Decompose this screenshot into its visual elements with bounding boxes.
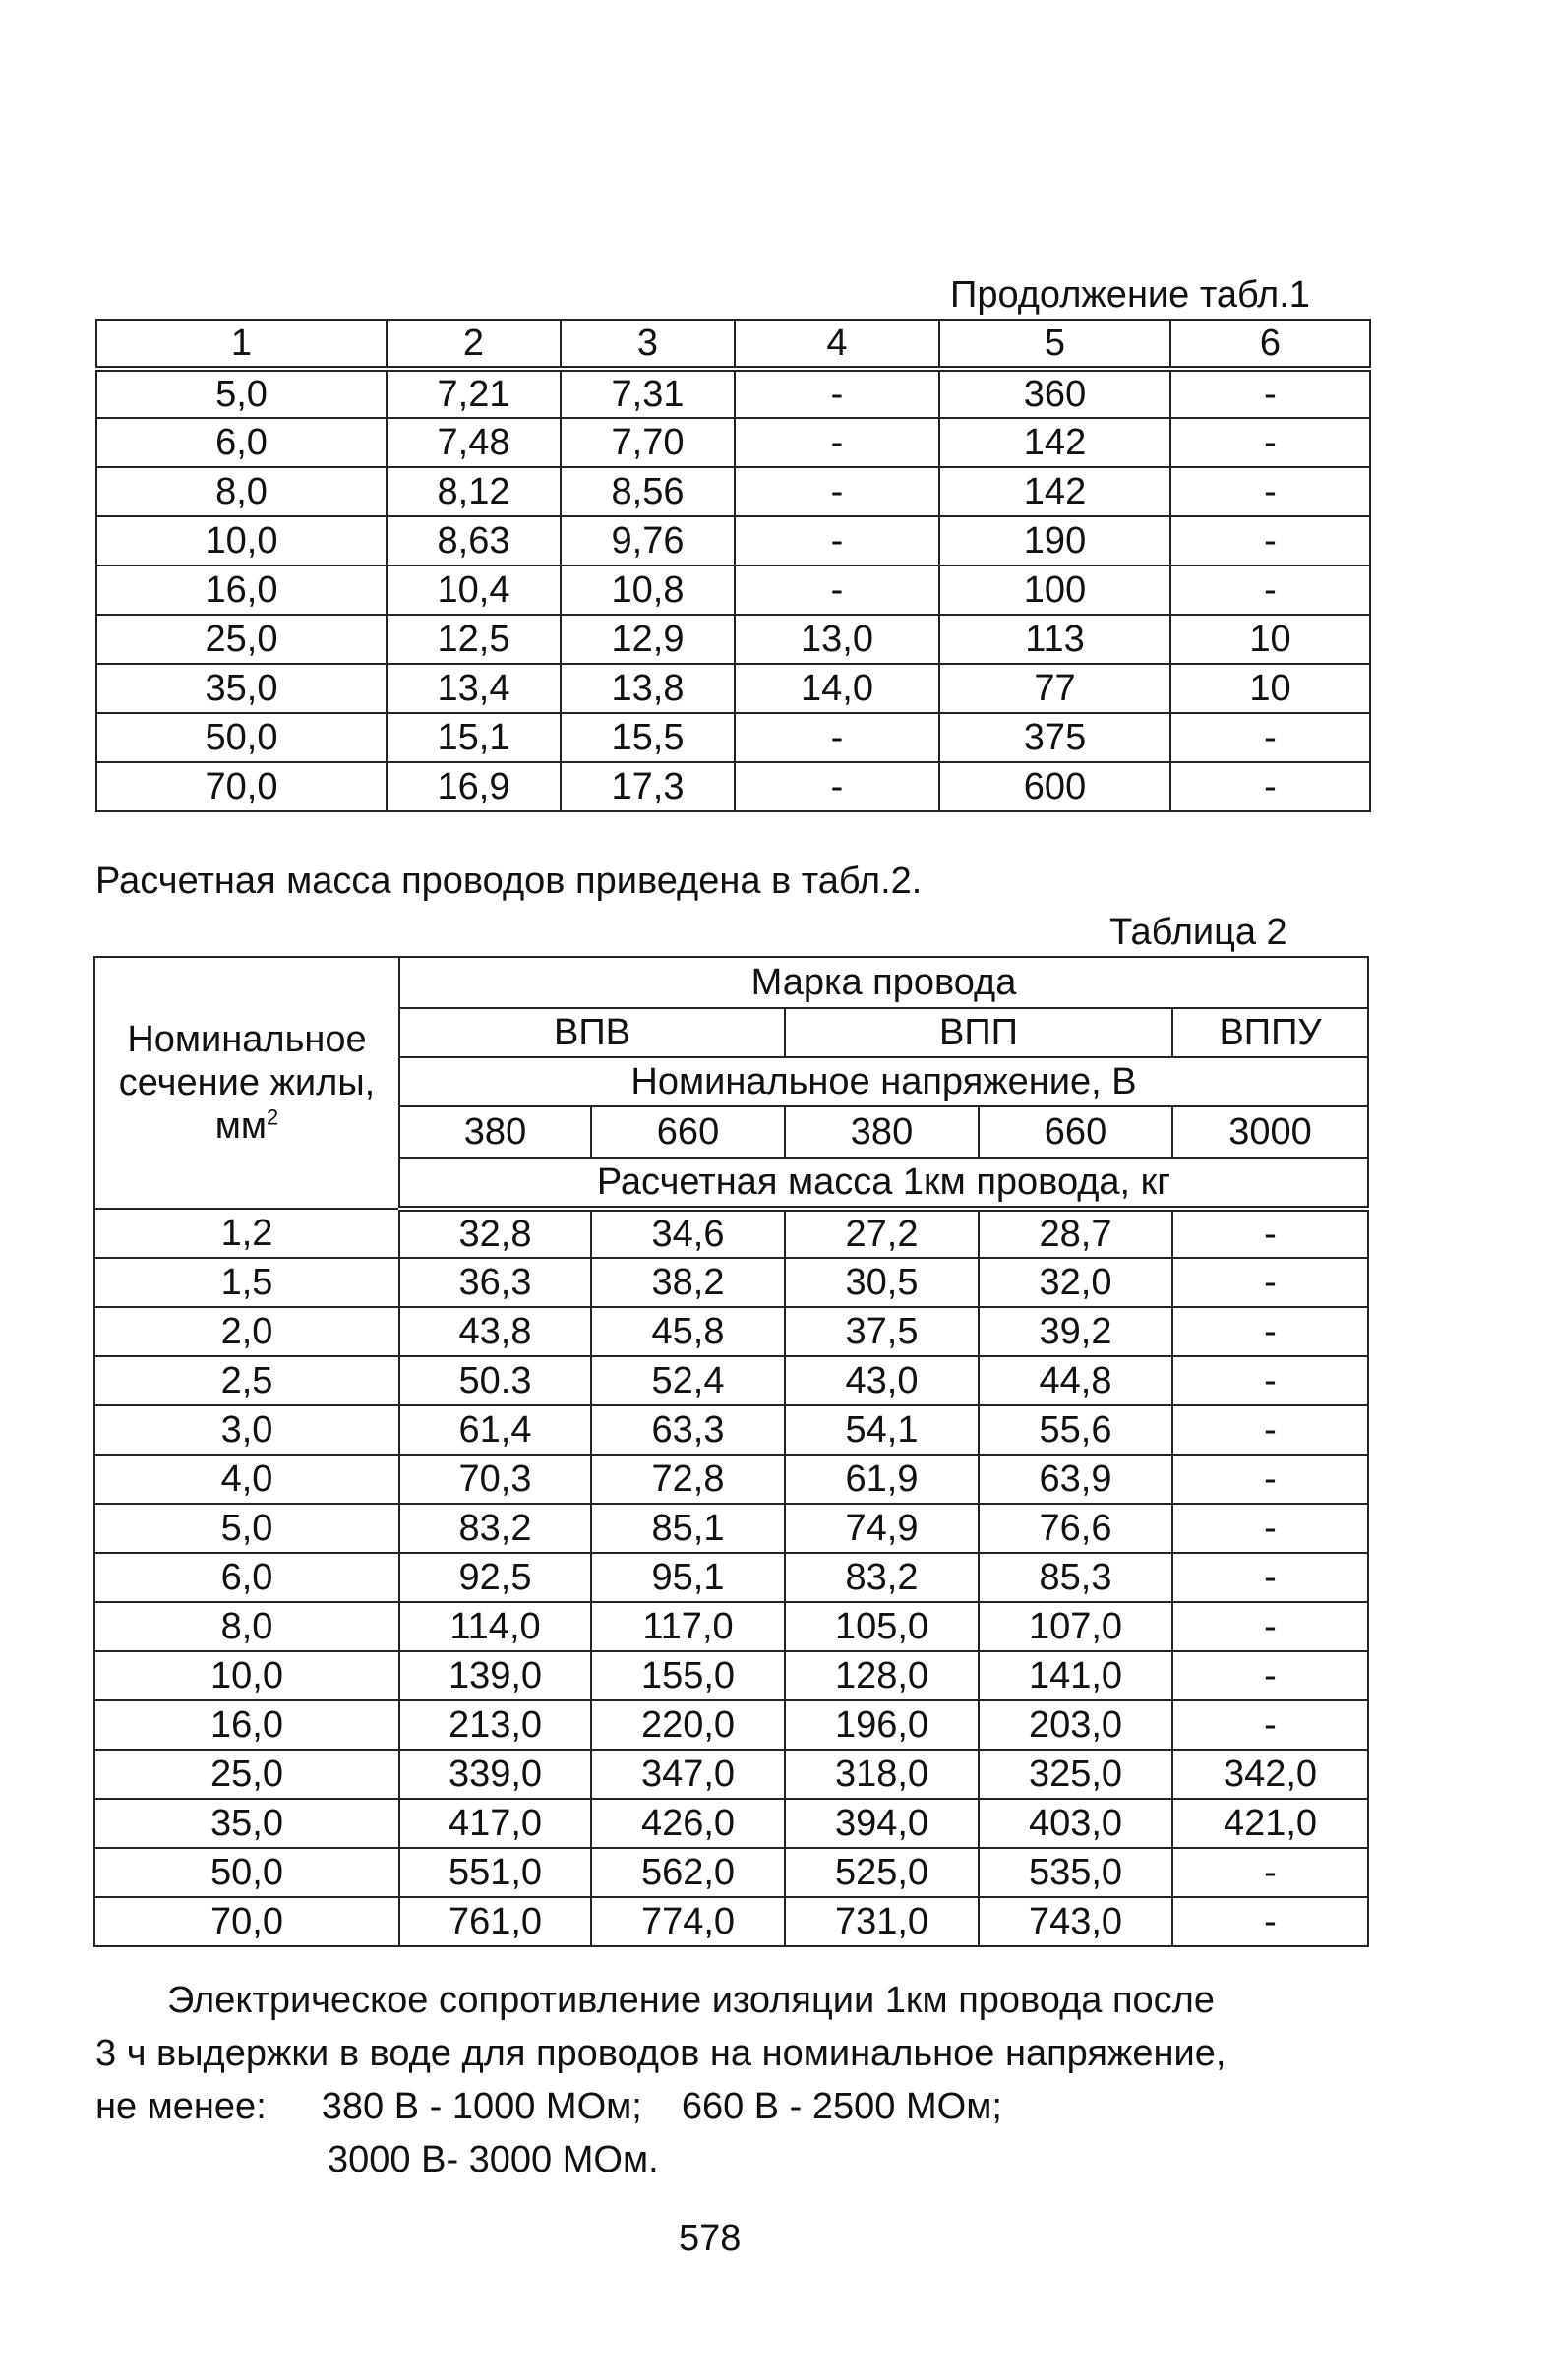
table-cell: 8,56 <box>561 467 735 516</box>
table-cell: 15,1 <box>387 713 561 762</box>
table-cell: 16,0 <box>96 565 387 615</box>
mass-header: Расчетная масса 1км провода, кг <box>399 1158 1368 1209</box>
table-cell: - <box>735 762 939 811</box>
table-cell: 5,0 <box>94 1504 399 1553</box>
table-cell: - <box>1172 1307 1368 1356</box>
table2-caption: Таблица 2 <box>1109 912 1287 953</box>
table-cell: 318,0 <box>785 1750 979 1799</box>
table-cell: 83,2 <box>785 1553 979 1602</box>
table-cell: - <box>735 516 939 565</box>
table-cell: 7,48 <box>387 418 561 467</box>
table-cell: 34,6 <box>591 1209 785 1258</box>
table1 <box>95 319 1371 812</box>
table-cell: 45,8 <box>591 1307 785 1356</box>
table-cell: - <box>1170 418 1370 467</box>
table-cell: - <box>1170 467 1370 516</box>
note-value: 380 В - 1000 МОм; <box>321 2086 642 2127</box>
table2-row <box>94 1651 1368 1700</box>
table-cell: - <box>1170 762 1370 811</box>
table-cell: 113 <box>939 615 1170 664</box>
table1-body <box>96 369 1370 811</box>
table-cell: 213,0 <box>399 1700 591 1750</box>
note-line: Электрическое сопротивление изоляции 1км провода после <box>167 1980 1215 2021</box>
table-cell: 142 <box>939 418 1170 467</box>
table2-row <box>94 1602 1368 1651</box>
table1-col-header: 4 <box>735 320 939 369</box>
table-cell: 85,3 <box>979 1553 1172 1602</box>
table-cell: 35,0 <box>96 664 387 713</box>
table1-row <box>96 369 1370 418</box>
table-cell: 92,5 <box>399 1553 591 1602</box>
table-cell: 774,0 <box>591 1897 785 1946</box>
table-cell: - <box>1170 713 1370 762</box>
table-cell: 325,0 <box>979 1750 1172 1799</box>
table-cell: - <box>1172 1602 1368 1651</box>
table-cell: 15,5 <box>561 713 735 762</box>
table-cell: 1,5 <box>94 1258 399 1307</box>
table-cell: - <box>1172 1405 1368 1455</box>
voltage-value: 660 <box>979 1106 1172 1158</box>
table2-row <box>94 1504 1368 1553</box>
table-cell: 375 <box>939 713 1170 762</box>
table2-row <box>94 1356 1368 1405</box>
table-cell: 141,0 <box>979 1651 1172 1700</box>
table-cell: 17,3 <box>561 762 735 811</box>
table1-col-header: 6 <box>1170 320 1370 369</box>
table-cell: 8,12 <box>387 467 561 516</box>
table-cell: 14,0 <box>735 664 939 713</box>
table-cell: 731,0 <box>785 1897 979 1946</box>
table-cell: - <box>1172 1504 1368 1553</box>
voltage-header: Номинальное напряжение, В <box>399 1057 1368 1106</box>
voltage-value: 660 <box>591 1106 785 1158</box>
note-line: 3 ч выдержки в воде для проводов на номинальное напряжение, <box>95 2033 1226 2074</box>
row-header-cell <box>94 957 399 1209</box>
table-cell: 28,7 <box>979 1209 1172 1258</box>
table1-row <box>96 664 1370 713</box>
table1-row <box>96 565 1370 615</box>
note-value: 660 В - 2500 МОм; <box>681 2086 1002 2127</box>
table-cell: 63,9 <box>979 1455 1172 1504</box>
table1-row <box>96 713 1370 762</box>
brand-vpp: ВПП <box>785 1008 1172 1057</box>
table-cell: 9,76 <box>561 516 735 565</box>
table-cell: 339,0 <box>399 1750 591 1799</box>
table-cell: 76,6 <box>979 1504 1172 1553</box>
table2-row <box>94 1307 1368 1356</box>
table-cell: 43,0 <box>785 1356 979 1405</box>
table-cell: 61,9 <box>785 1455 979 1504</box>
table-cell: 77 <box>939 664 1170 713</box>
table-cell: 220,0 <box>591 1700 785 1750</box>
table-cell: 70,0 <box>94 1897 399 1946</box>
table-cell: 8,0 <box>96 467 387 516</box>
table-cell: 39,2 <box>979 1307 1172 1356</box>
table-cell: - <box>1172 1848 1368 1897</box>
table-cell: 6,0 <box>94 1553 399 1602</box>
table-cell: 16,9 <box>387 762 561 811</box>
table-cell: 10,8 <box>561 565 735 615</box>
table-cell: 10,0 <box>94 1651 399 1700</box>
table-cell: - <box>1172 1356 1368 1405</box>
table-cell: 421,0 <box>1172 1799 1368 1848</box>
table-cell: 139,0 <box>399 1651 591 1700</box>
table1-row <box>96 762 1370 811</box>
table-cell: 50,0 <box>96 713 387 762</box>
row-header-unit: $мм^2$ <box>214 1104 279 1147</box>
table-cell: 600 <box>939 762 1170 811</box>
table-cell: - <box>735 565 939 615</box>
table-cell: 10 <box>1170 664 1370 713</box>
table-cell: 30,5 <box>785 1258 979 1307</box>
table2 <box>93 956 1369 1947</box>
table2-row <box>94 1553 1368 1602</box>
table-cell: 43,8 <box>399 1307 591 1356</box>
table-cell: 13,8 <box>561 664 735 713</box>
table-cell: 347,0 <box>591 1750 785 1799</box>
table-cell: 190 <box>939 516 1170 565</box>
resistance-note <box>95 1974 1374 2186</box>
table-cell: - <box>735 467 939 516</box>
table-cell: 83,2 <box>399 1504 591 1553</box>
table-cell: 3,0 <box>94 1405 399 1455</box>
table-cell: 117,0 <box>591 1602 785 1651</box>
table-cell: 562,0 <box>591 1848 785 1897</box>
table-cell: 27,2 <box>785 1209 979 1258</box>
table-cell: 105,0 <box>785 1602 979 1651</box>
table-cell: 61,4 <box>399 1405 591 1455</box>
table-cell: 417,0 <box>399 1799 591 1848</box>
table2-row <box>94 1848 1368 1897</box>
table-cell: 16,0 <box>94 1700 399 1750</box>
table2-row <box>94 1405 1368 1455</box>
table1-row <box>96 418 1370 467</box>
table1-row <box>96 615 1370 664</box>
table-cell: 10 <box>1170 615 1370 664</box>
table-cell: 743,0 <box>979 1897 1172 1946</box>
table1-header-row <box>96 320 1370 369</box>
table-cell: 37,5 <box>785 1307 979 1356</box>
table-cell: 44,8 <box>979 1356 1172 1405</box>
table2-row <box>94 1700 1368 1750</box>
table-cell: 63,3 <box>591 1405 785 1455</box>
table-cell: - <box>1172 1258 1368 1307</box>
table-cell: - <box>1170 565 1370 615</box>
table1-caption: Продолжение табл.1 <box>950 274 1310 316</box>
table2-row <box>94 1455 1368 1504</box>
table-cell: 5,0 <box>96 369 387 418</box>
table-cell: 8,63 <box>387 516 561 565</box>
table-cell: 35,0 <box>94 1799 399 1848</box>
table-cell: 25,0 <box>94 1750 399 1799</box>
table-cell: 36,3 <box>399 1258 591 1307</box>
table-cell: 403,0 <box>979 1799 1172 1848</box>
table-cell: 203,0 <box>979 1700 1172 1750</box>
table2-row <box>94 1750 1368 1799</box>
note-value: 3000 В- 3000 МОм. <box>328 2139 659 2180</box>
table-cell: - <box>1172 1209 1368 1258</box>
table1-col-header: 3 <box>561 320 735 369</box>
table-cell: 70,0 <box>96 762 387 811</box>
table-cell: - <box>1172 1651 1368 1700</box>
table-cell: 55,6 <box>979 1405 1172 1455</box>
table-cell: 1,2 <box>94 1209 399 1258</box>
table-cell: 196,0 <box>785 1700 979 1750</box>
table1-col-header: 5 <box>939 320 1170 369</box>
table-cell: 525,0 <box>785 1848 979 1897</box>
table-cell: 38,2 <box>591 1258 785 1307</box>
table-cell: 142 <box>939 467 1170 516</box>
brand-vppu: ВППУ <box>1172 1008 1368 1057</box>
table-cell: - <box>735 713 939 762</box>
table-cell: 2,0 <box>94 1307 399 1356</box>
table-cell: 12,9 <box>561 615 735 664</box>
table-cell: 535,0 <box>979 1848 1172 1897</box>
voltage-value: 3000 <box>1172 1106 1368 1158</box>
table-cell: 7,21 <box>387 369 561 418</box>
table-cell: 10,4 <box>387 565 561 615</box>
table-cell: - <box>1172 1455 1368 1504</box>
table-cell: 74,9 <box>785 1504 979 1553</box>
table-cell: 342,0 <box>1172 1750 1368 1799</box>
table-cell: 426,0 <box>591 1799 785 1848</box>
table-cell: - <box>1172 1897 1368 1946</box>
table-cell: 95,1 <box>591 1553 785 1602</box>
table-cell: 13,0 <box>735 615 939 664</box>
table1-col-header: 2 <box>387 320 561 369</box>
table-cell: 52,4 <box>591 1356 785 1405</box>
table-cell: 100 <box>939 565 1170 615</box>
table-cell: 70,3 <box>399 1455 591 1504</box>
table-cell: - <box>1170 369 1370 418</box>
table-cell: 394,0 <box>785 1799 979 1848</box>
table-cell: 32,0 <box>979 1258 1172 1307</box>
table-cell: 12,5 <box>387 615 561 664</box>
brand-vpv: ВПВ <box>399 1008 785 1057</box>
table-cell: 10,0 <box>96 516 387 565</box>
table1-col-header: 1 <box>96 320 387 369</box>
brand-header: Марка провода <box>399 957 1368 1008</box>
row-header-line: Номинальное <box>127 1019 367 1060</box>
table-cell: 360 <box>939 369 1170 418</box>
intro-text: Расчетная масса проводов приведена в табл.2. <box>95 861 923 902</box>
note-lead: не менее: <box>95 2086 267 2127</box>
table-cell: 761,0 <box>399 1897 591 1946</box>
table-cell: 85,1 <box>591 1504 785 1553</box>
table-cell: - <box>1172 1553 1368 1602</box>
table-cell: 8,0 <box>94 1602 399 1651</box>
table-cell: 72,8 <box>591 1455 785 1504</box>
table-cell: 114,0 <box>399 1602 591 1651</box>
table-cell: 7,70 <box>561 418 735 467</box>
table-cell: 50.3 <box>399 1356 591 1405</box>
table2-row <box>94 1799 1368 1848</box>
table1-row <box>96 516 1370 565</box>
table-cell: 7,31 <box>561 369 735 418</box>
table2-row <box>94 1897 1368 1946</box>
table-cell: - <box>735 418 939 467</box>
table-cell: 25,0 <box>96 615 387 664</box>
table-cell: - <box>1170 516 1370 565</box>
table2-body <box>94 1209 1368 1946</box>
table-cell: 32,8 <box>399 1209 591 1258</box>
table2-row <box>94 1209 1368 1258</box>
voltage-value: 380 <box>785 1106 979 1158</box>
row-header-line: сечение жилы, <box>118 1062 376 1103</box>
table-cell: 128,0 <box>785 1651 979 1700</box>
table1-row <box>96 467 1370 516</box>
voltage-value: 380 <box>399 1106 591 1158</box>
table2-row <box>94 1258 1368 1307</box>
table-cell: 107,0 <box>979 1602 1172 1651</box>
table-cell: - <box>1172 1700 1368 1750</box>
table-cell: - <box>735 369 939 418</box>
table-cell: 155,0 <box>591 1651 785 1700</box>
table-cell: 551,0 <box>399 1848 591 1897</box>
page-number: 578 <box>679 2218 742 2259</box>
table-cell: 54,1 <box>785 1405 979 1455</box>
table-cell: 13,4 <box>387 664 561 713</box>
table-cell: 6,0 <box>96 418 387 467</box>
table-cell: 4,0 <box>94 1455 399 1504</box>
table-cell: 2,5 <box>94 1356 399 1405</box>
table-cell: 50,0 <box>94 1848 399 1897</box>
